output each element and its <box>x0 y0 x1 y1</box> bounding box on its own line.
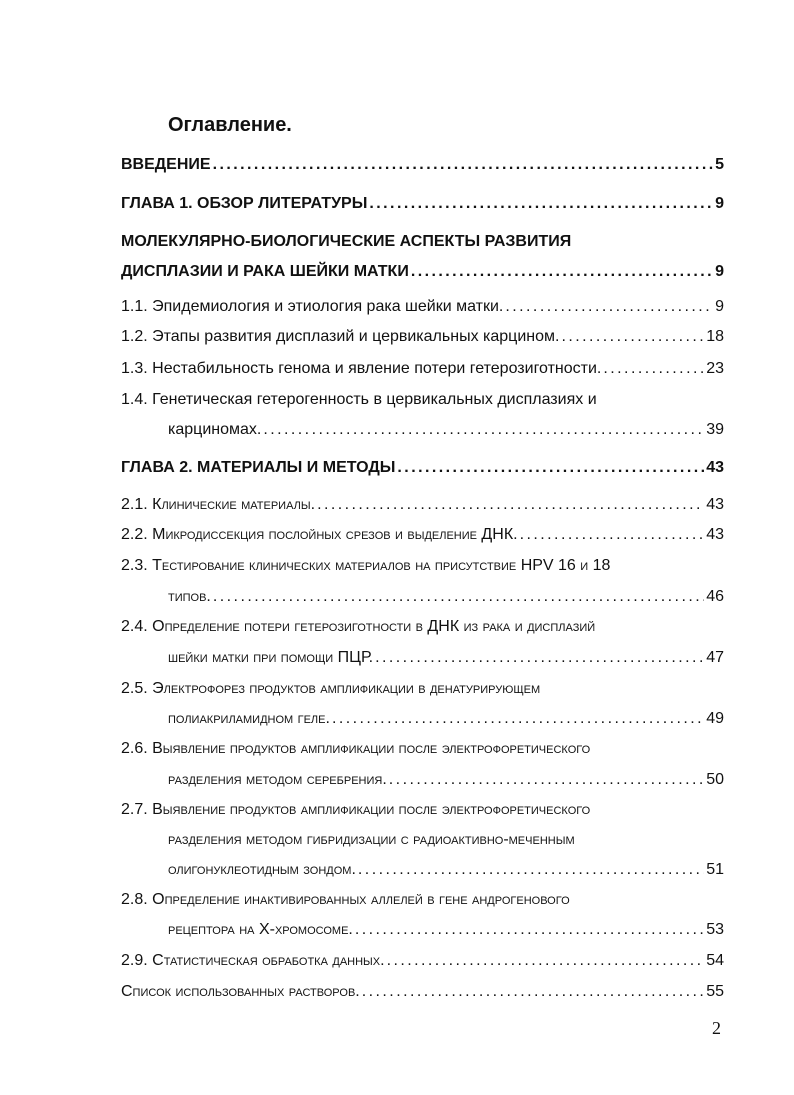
toc-entry-page: 47 <box>706 649 724 666</box>
toc-entry-chapter-2[interactable] <box>121 458 724 478</box>
toc-entry-page: 43 <box>706 459 724 476</box>
toc-entry-1-4[interactable] <box>121 420 724 440</box>
toc-title: Оглавление. <box>168 114 292 136</box>
toc-entry-page: 54 <box>706 952 724 969</box>
toc-leader-dots <box>317 495 704 515</box>
toc-entry-page: 46 <box>706 588 724 605</box>
toc-entry-1-1[interactable] <box>121 297 724 317</box>
toc-entry-text: ВВЕДЕНИЕ <box>121 156 211 173</box>
toc-entry-2-8[interactable] <box>121 920 724 940</box>
toc-entry-text: 2.8. Определение инактивированных аллелей в гене андрогенового <box>121 891 570 908</box>
toc-entry-line <box>121 739 724 759</box>
toc-entry-page: 39 <box>706 421 724 438</box>
toc-entry-intro[interactable] <box>121 155 724 175</box>
toc-leader-dots <box>397 458 704 478</box>
toc-leader-dots <box>213 155 714 175</box>
toc-entry-text: олигонуклеотидным зондом. <box>168 861 356 878</box>
toc-entry-page: 9 <box>715 263 724 280</box>
toc-entry-text: 2.7. Выявление продуктов амплификации после электрофоретического <box>121 801 591 818</box>
toc-entry-1-2[interactable] <box>121 327 724 347</box>
toc-entry-page: 9 <box>715 298 724 315</box>
toc-entry-page: 43 <box>706 496 724 513</box>
toc-entry-text: ГЛАВА 1. ОБЗОР ЛИТЕРАТУРЫ <box>121 195 368 212</box>
toc-entry-2-4[interactable] <box>121 648 724 668</box>
toc-entry-text: 1.4. Генетическая гетерогенность в цервикальных дисплазиях и <box>121 391 597 408</box>
toc-leader-dots <box>561 327 704 347</box>
toc-leader-dots <box>411 262 713 282</box>
toc-entry-2-2[interactable] <box>121 525 724 545</box>
toc-entry-text: 2.9. Статистическая обработка данных. <box>121 952 385 969</box>
toc-entry-page: 5 <box>715 156 724 173</box>
toc-entry-text: разделения методом гибридизации с радиоактивно-меченным <box>168 831 575 848</box>
toc-entry-text: Список использованных растворов. <box>121 983 360 1000</box>
toc-entry-text: 2.4. Определение потери гетерозиготности в ДНК из рака и дисплазий <box>121 618 596 635</box>
toc-entry-text: ДИСПЛАЗИИ И РАКА ШЕЙКИ МАТКИ <box>121 263 409 280</box>
toc-entry-1-3[interactable] <box>121 359 724 379</box>
toc-entry-2-1[interactable] <box>121 495 724 515</box>
toc-entry-text: шейки матки при помощи ПЦР. <box>168 649 374 666</box>
toc-entry-line <box>121 617 724 637</box>
toc-entry-text: 1.3. Нестабильность генома и явление потери гетерозиготности. <box>121 360 602 377</box>
toc-entry-page: 43 <box>706 526 724 543</box>
toc-entry-line <box>121 679 724 699</box>
page-number: 2 <box>712 1018 721 1038</box>
toc-leader-dots <box>362 982 704 1002</box>
toc-entry-2-3[interactable] <box>121 587 724 607</box>
toc-entry-line <box>121 232 724 252</box>
toc-entry-page: 55 <box>706 983 724 1000</box>
toc-leader-dots <box>387 951 705 971</box>
toc-leader-dots <box>369 194 713 214</box>
toc-entry-2-9[interactable] <box>121 951 724 971</box>
toc-entry-line <box>121 800 724 820</box>
toc-leader-dots <box>213 587 704 607</box>
toc-entry-line <box>121 556 724 576</box>
toc-entry-text: 2.5. Электрофорез продуктов амплификации в денатурирующем <box>121 680 541 697</box>
toc-entry-text: 1.2. Этапы развития дисплазий и цервикальных карцином. <box>121 328 560 345</box>
toc-entry-line <box>121 830 724 850</box>
toc-entry-chapter-1[interactable] <box>121 194 724 214</box>
toc-entry-text: МОЛЕКУЛЯРНО-БИОЛОГИЧЕСКИЕ АСПЕКТЫ РАЗВИТИЯ <box>121 233 572 250</box>
toc-entry-text: 2.6. Выявление продуктов амплификации после электрофоретического <box>121 740 591 757</box>
toc-entry-text: разделения методом серебрения. <box>168 771 387 788</box>
toc-leader-dots <box>375 648 704 668</box>
toc-entry-2-6[interactable] <box>121 770 724 790</box>
toc-entry-page: 50 <box>706 771 724 788</box>
toc-entry-solutions[interactable] <box>121 982 724 1002</box>
toc-leader-dots <box>332 709 704 729</box>
toc-entry-page: 9 <box>715 195 724 212</box>
toc-leader-dots <box>263 420 704 440</box>
toc-entry-2-5[interactable] <box>121 709 724 729</box>
toc-entry-molecular-aspects[interactable] <box>121 262 724 282</box>
toc-leader-dots <box>520 525 705 545</box>
toc-entry-page: 51 <box>706 861 724 878</box>
toc-entry-text: 2.1. Клинические материалы. <box>121 496 316 513</box>
toc-entry-text: карциномах. <box>168 421 262 438</box>
toc-entry-2-7[interactable] <box>121 860 724 880</box>
toc-entry-line <box>121 890 724 910</box>
toc-entry-text: 2.2. Микродиссекция послойных срезов и выделение ДНК. <box>121 526 518 543</box>
toc-entry-text: 2.3. Тестирование клинических материалов на присутствие HPV 16 и 18 <box>121 557 611 574</box>
toc-leader-dots <box>603 359 704 379</box>
toc-entry-text: рецептора на Х-хромосоме. <box>168 921 353 938</box>
toc-entry-text: ГЛАВА 2. МАТЕРИАЛЫ И МЕТОДЫ <box>121 459 396 476</box>
toc-leader-dots <box>505 297 713 317</box>
toc-entry-page: 23 <box>706 360 724 377</box>
toc-entry-text: типов. <box>168 588 211 605</box>
toc-leader-dots <box>355 920 704 940</box>
toc-leader-dots <box>389 770 704 790</box>
toc-entry-line <box>121 390 724 410</box>
toc-entry-text: полиакриламидном геле. <box>168 710 330 727</box>
toc-leader-dots <box>358 860 704 880</box>
toc-entry-page: 18 <box>706 328 724 345</box>
toc-entry-text: 1.1. Эпидемиология и этиология рака шейки матки. <box>121 298 504 315</box>
toc-entry-page: 49 <box>706 710 724 727</box>
toc-entry-page: 53 <box>706 921 724 938</box>
